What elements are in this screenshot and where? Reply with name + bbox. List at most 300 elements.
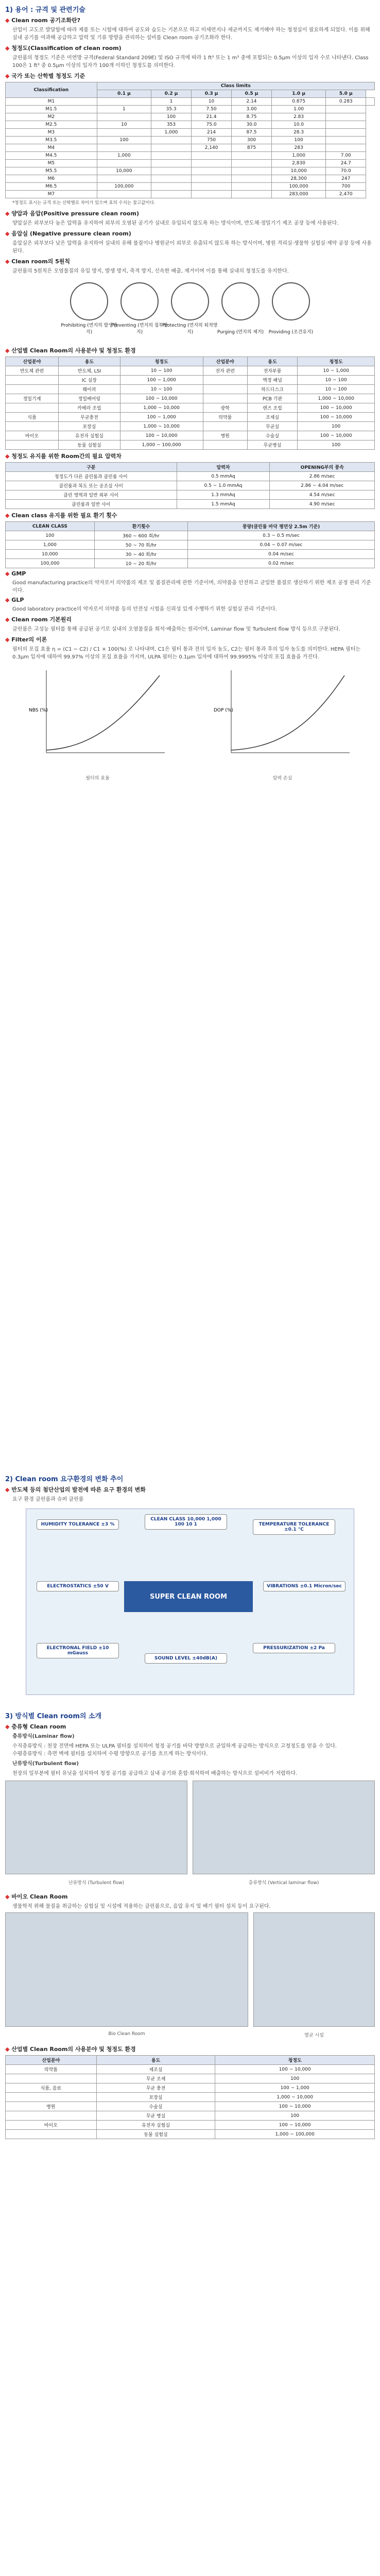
- table-cell: 1,000 ~ 100,000: [120, 440, 203, 450]
- emoji-face-icon: [61, 282, 117, 335]
- table-cell: M2.5: [6, 121, 97, 129]
- table-cell: 0.3 ~ 0.5 m/sec: [188, 531, 375, 540]
- table-row: [6, 2130, 375, 2139]
- table-row: [6, 2074, 375, 2083]
- table-cell: 렌즈 조립: [247, 403, 297, 413]
- s2-sub: ◆ 반도체 등의 첨단산업의 발전에 따른 요구 환경의 변화: [5, 1485, 375, 1494]
- lam-label: ◆ 층류형 Clean room: [5, 1722, 375, 1731]
- table-cell: [97, 191, 151, 198]
- th-cell: 산업분야: [203, 357, 247, 366]
- table-cell: 100,000: [6, 559, 95, 568]
- table-cell: [203, 376, 247, 385]
- photo-row-2: [5, 1912, 375, 2043]
- super-clean-diagram: [26, 1509, 354, 1695]
- table-cell: M5.5: [6, 167, 97, 175]
- bio-caption-2: 멸균 시설: [304, 2033, 324, 2038]
- table-cell: [151, 144, 192, 152]
- th-size: 0.1 μ: [97, 90, 151, 98]
- table-cell: 유전자 실험실: [59, 431, 120, 440]
- th-cell: 풍량(클린룸 바닥 평면상 2.5m 기준): [188, 522, 375, 531]
- table-row: [6, 2111, 375, 2121]
- cr-text: 산업이 고도로 발달함에 따라 제품 또는 시험에 대하여 공도와 습도는 기본으로 하고 미세먼지나 세균까지도 제거해야 하는 청정실이 필요하게 되었다. 이를 위해 실내 공기를 여과해 공급하고 압력 및 기류 방향을 관리하는 설비를 Clean room 공기조화라 한다.: [12, 27, 370, 41]
- emoji-label: Protecting (먼지의 퇴적방지): [162, 323, 218, 335]
- table-row: [6, 2093, 375, 2102]
- table-row: [6, 403, 375, 413]
- table-cell: [6, 376, 59, 385]
- table-cell: 28,300: [271, 175, 325, 183]
- table-cell: 무균병실: [247, 440, 297, 450]
- table-cell: 283,000: [271, 191, 325, 198]
- table-cell: 10 ~ 100: [298, 385, 375, 394]
- graph-1-curve: [46, 675, 160, 750]
- table-cell: 전자 관련: [203, 366, 247, 376]
- emoji-face-icon: [217, 282, 264, 335]
- table-cell: 바이오: [6, 431, 59, 440]
- table-cell: 30.0: [232, 121, 272, 129]
- table-cell: 무균 조제: [96, 2074, 215, 2083]
- table-row: [6, 490, 375, 500]
- table-cell: 100: [298, 440, 375, 450]
- diagram-box: ELECTROSTATICS ±50 V: [37, 1581, 119, 1591]
- table-cell: [6, 2093, 97, 2102]
- table-row: [6, 394, 375, 403]
- bio-label: ◆ 바이오 Clean Room: [5, 1892, 375, 1901]
- table-cell: 식품, 음료: [6, 2083, 97, 2093]
- press-table: [5, 462, 375, 509]
- table-cell: 병원: [6, 2102, 97, 2111]
- table-cell: 100: [215, 2111, 375, 2121]
- table-cell: 10 ~ 100: [120, 366, 203, 376]
- table-cell: 283: [271, 144, 325, 152]
- table-cell: 무균 충전: [96, 2083, 215, 2093]
- th-class-limits: Class limits: [97, 82, 374, 90]
- th-cell: 압력차: [177, 463, 270, 472]
- gmp-label: ◆ GMP: [5, 570, 375, 577]
- lam-text: 수직층류방식 : 천장 전면에 HEPA 또는 ULPA 필터를 설치하여 청정 공기를 바닥 방향으로 균일하게 공급하는 방식으로 고청정도를 얻을 수 있다. 수평층류방식 : 측면 벽에 필터를 설치하여 수평 방향으로 공기를 흐르게 하는 방식이다.: [12, 1743, 337, 1757]
- table-cell: 제조실: [96, 2065, 215, 2074]
- table-cell: M2: [6, 113, 97, 121]
- neg-text: 음압실은 외부보다 낮은 압력을 유지하여 실내의 유해 물질이나 병원균이 외부로 유출되지 않도록 하는 방식이며, 병원 격리실·생물학 실험실·제약 공장 등에 사용된다.: [12, 241, 372, 254]
- graph-1-caption: 필터의 효율: [85, 776, 110, 781]
- table-cell: [203, 394, 247, 403]
- table-cell: [232, 152, 272, 160]
- emoji-face-icon: [111, 282, 168, 335]
- photo-turbulent: [5, 1781, 187, 1874]
- th-classification: Classification: [6, 82, 97, 98]
- table-row: [6, 385, 375, 394]
- class-table: [5, 82, 375, 198]
- table-cell: 동물 실험실: [96, 2130, 215, 2139]
- table-row: [6, 137, 375, 144]
- table-row: [6, 422, 375, 431]
- bio-text: 생물학적 위해 물질을 취급하는 실험실 및 시설에 적용하는 클린룸으로, 음압 유지 및 배기 필터 설치 등이 요구된다.: [12, 1904, 271, 1909]
- table-row: [6, 440, 375, 450]
- th-cell: 용도: [247, 357, 297, 366]
- table-cell: 수술실: [247, 431, 297, 440]
- table-cell: [151, 183, 192, 191]
- table-cell: 정밀기계: [6, 394, 59, 403]
- table-cell: M3.5: [6, 137, 97, 144]
- table-cell: 1: [97, 106, 151, 113]
- table-cell: 0.5 ~ 1.0 mmAq: [177, 481, 270, 490]
- table-cell: 1,000 ~ 10,000: [298, 394, 375, 403]
- table-row: [6, 167, 375, 175]
- table-cell: 1,000 ~ 100,000: [215, 2130, 375, 2139]
- table-cell: 2.86 m/sec: [270, 472, 375, 481]
- table-cell: [97, 129, 151, 137]
- table-cell: 30 ~ 40 회/hr: [94, 550, 187, 559]
- table-cell: M6.5: [6, 183, 97, 191]
- photo-row-1: [5, 1781, 375, 1890]
- table-cell: 반도체, LSI: [59, 366, 120, 376]
- th-size: 5.0 μ: [326, 90, 366, 98]
- table-cell: 1,000: [6, 540, 95, 550]
- change-label: ◆ Clean class 유지를 위한 필요 환기 횟수: [5, 511, 375, 519]
- table-cell: 28.3: [271, 129, 325, 137]
- table-cell: [151, 167, 192, 175]
- table-cell: [6, 2130, 97, 2139]
- table-cell: 웨이퍼: [59, 385, 120, 394]
- table-cell: 214: [192, 129, 232, 137]
- photo-caption-2: 층류방식 (Vertical laminar flow): [248, 1880, 319, 1886]
- table-cell: 10 ~ 100: [120, 385, 203, 394]
- table-cell: 360 ~ 600 회/hr: [94, 531, 187, 540]
- th-size: 0.2 μ: [151, 90, 192, 98]
- table-cell: 동물 실험실: [59, 440, 120, 450]
- table-cell: 유전자 실험실: [96, 2121, 215, 2130]
- photo-laminar: [193, 1781, 375, 1874]
- table-cell: 100: [6, 531, 95, 540]
- table-cell: 청정도가 다른 클린룸과 클린룸 사이: [6, 472, 177, 481]
- table-cell: 8.75: [232, 113, 272, 121]
- th-cell: 산업분야: [6, 357, 59, 366]
- table-cell: 포장실: [59, 422, 120, 431]
- table-cell: 반도체 관련: [6, 366, 59, 376]
- table-cell: 700: [326, 183, 366, 191]
- table-cell: [326, 121, 366, 129]
- table-row: [6, 121, 375, 129]
- table-cell: 7.50: [192, 106, 232, 113]
- table-cell: M5: [6, 160, 97, 167]
- table-cell: [232, 183, 272, 191]
- table-cell: 100 ~ 10,000: [120, 394, 203, 403]
- th-cell: 환기횟수: [94, 522, 187, 531]
- table-cell: 75.0: [192, 121, 232, 129]
- table-cell: 24.7: [326, 160, 366, 167]
- table-cell: [232, 175, 272, 183]
- table-cell: IC 실장: [59, 376, 120, 385]
- glp-text: Good laboratory practice의 약자로서 의약품 등의 안전성 시험을 신뢰성 있게 수행하기 위한 실험실 관리 기준이다.: [12, 606, 277, 612]
- table-cell: [366, 98, 375, 106]
- table-cell: 10 ~ 100: [298, 376, 375, 385]
- table-cell: [151, 191, 192, 198]
- th-cell: 구분: [6, 463, 177, 472]
- press-label: ◆ 청정도 유지를 위한 Room간의 필요 압력차: [5, 452, 375, 460]
- emoji-face-icon: [162, 282, 218, 335]
- table-cell: [203, 422, 247, 431]
- photo-sterilize: [253, 1912, 375, 2027]
- table-cell: 1.3 mmAq: [177, 490, 270, 500]
- th-cell: 청정도: [215, 2056, 375, 2065]
- section-2-title: 2) Clean room 요구환경의 변화 추이: [5, 1476, 124, 1483]
- table-row: [6, 113, 375, 121]
- table-cell: 식품: [6, 413, 59, 422]
- table-cell: PCB 기판: [247, 394, 297, 403]
- table-row: [6, 129, 375, 137]
- func-text: 클린룸의 5원칙은 오염물질의 유입 방지, 발생 방지, 축적 방지, 신속한 배출, 제거이며 이를 통해 실내의 청정도를 유지한다.: [12, 268, 289, 274]
- diagram-box: TEMPERATURE TOLERANCE ±0.1 °C: [253, 1519, 335, 1535]
- emoji-face-icon: [268, 282, 314, 335]
- table-cell: [326, 106, 366, 113]
- table-cell: 0.04 m/sec: [188, 550, 375, 559]
- table-cell: 10,000: [6, 550, 95, 559]
- table-row: [6, 2083, 375, 2093]
- table-cell: [97, 98, 151, 106]
- th-size: 0.5 μ: [232, 90, 272, 98]
- table-cell: 1,000 ~ 10,000: [215, 2093, 375, 2102]
- table-cell: [6, 422, 59, 431]
- section-1: [5, 4, 375, 786]
- table-cell: 4.90 m/sec: [270, 500, 375, 509]
- table-row: [6, 98, 375, 106]
- graph-1-ylabel: NBS (%): [28, 708, 48, 713]
- table-row: [6, 191, 375, 198]
- table-cell: [326, 113, 366, 121]
- table-cell: 50 ~ 70 회/hr: [94, 540, 187, 550]
- table-cell: [192, 183, 232, 191]
- table-cell: [326, 129, 366, 137]
- lam-sub: 층류방식(Laminar flow): [12, 1734, 75, 1739]
- table-cell: [151, 175, 192, 183]
- graph-2-ylabel: DOP (%): [213, 708, 233, 713]
- table-cell: [6, 385, 59, 394]
- theory-text: 클린룸은 고성능 필터를 통해 공급된 공기로 실내의 오염물질을 희석·배출하는 원리이며, Laminar flow 및 Turbulent flow 방식 등으로 구분된다.: [12, 626, 340, 632]
- emoji-label: Preventing (먼지의 침투방지): [111, 323, 168, 335]
- table-cell: 0.875: [271, 98, 325, 106]
- table-cell: [203, 385, 247, 394]
- change-table: [5, 521, 375, 568]
- emoji-row: [5, 277, 375, 344]
- table-cell: 100 ~ 1,000: [120, 413, 203, 422]
- th-cell: 용도: [59, 357, 120, 366]
- table-cell: 100 ~ 10,000: [298, 431, 375, 440]
- th-cell: 산업분야: [6, 2056, 97, 2065]
- table-cell: 10: [192, 98, 232, 106]
- classif-text: 클린룸의 청정도 기준은 미연방 규격(Federal Standard 209E) 및 ISO 규격에 따라 1 ft³ 또는 1 m³ 중에 포함되는 0.5μm 이상의 입자 수로 나타낸다. Class 100은 1 ft³ 중 0.5μm 이상의 입자가 100개 이하인 청정도를 의미한다.: [12, 55, 369, 69]
- table-cell: [97, 113, 151, 121]
- table-row: [6, 160, 375, 167]
- table-cell: 100 ~ 10,000: [215, 2065, 375, 2074]
- table-cell: 750: [192, 137, 232, 144]
- table-cell: 1,000: [271, 152, 325, 160]
- table-cell: 의약품: [203, 413, 247, 422]
- table-cell: 0.04 ~ 0.07 m/sec: [188, 540, 375, 550]
- th-size: 1.0 μ: [271, 90, 325, 98]
- table-row: [6, 500, 375, 509]
- graph-2: [211, 665, 355, 786]
- table-cell: 87.5: [232, 129, 272, 137]
- table-cell: 무균충전: [59, 413, 120, 422]
- table-cell: 21.4: [192, 113, 232, 121]
- graph-1: [26, 665, 170, 786]
- table-cell: 2.83: [271, 113, 325, 121]
- table-cell: M4: [6, 144, 97, 152]
- table-cell: 100 ~ 1,000: [215, 2083, 375, 2093]
- graph-2-curve: [231, 675, 344, 750]
- table-cell: 포장실: [96, 2093, 215, 2102]
- table-row: [6, 144, 375, 152]
- table-cell: 100 ~ 1,000: [120, 376, 203, 385]
- table-row: [6, 2121, 375, 2130]
- table-cell: 1.5 mmAq: [177, 500, 270, 509]
- table-cell: [6, 440, 59, 450]
- section-3-title: 3) 방식별 Clean room의 소개: [5, 1713, 102, 1720]
- pos-text: 양압실은 외부보다 높은 압력을 유지하여 외부의 오염된 공기가 실내로 유입되지 않도록 하는 방식이며, 반도체·정밀기기 제조 공장 등에 사용된다.: [12, 221, 339, 226]
- table-row: [6, 550, 375, 559]
- table-cell: [326, 144, 366, 152]
- table-cell: 247: [326, 175, 366, 183]
- table-cell: 3.00: [232, 106, 272, 113]
- table-cell: [192, 175, 232, 183]
- table-row: [6, 472, 375, 481]
- table-row: [6, 106, 375, 113]
- table-cell: 7.00: [326, 152, 366, 160]
- th-cell: 청정도: [120, 357, 203, 366]
- diagram-box: VIBRATIONS ±0.1 Micron/sec: [263, 1581, 346, 1591]
- emoji-label: Purging (먼지의 제거): [217, 330, 264, 335]
- table-row: [6, 366, 375, 376]
- diagram-box: CLEAN CLASS 10,000 1,000 100 10 1: [145, 1514, 227, 1530]
- table-cell: [192, 152, 232, 160]
- bio-caption-1: Bio Clean Room: [108, 2031, 145, 2037]
- table-cell: 100: [298, 422, 375, 431]
- theory-label: ◆ Clean room 기본원리: [5, 615, 375, 623]
- table-cell: 1,000 ~ 10,000: [120, 403, 203, 413]
- graphs: [5, 665, 375, 786]
- table-cell: [6, 403, 59, 413]
- section-1-title: 1) 용어 : 규격 및 관련기술: [5, 6, 85, 14]
- table-cell: [192, 167, 232, 175]
- table-cell: 정밀베어링: [59, 394, 120, 403]
- table-row: [6, 183, 375, 191]
- table-row: [6, 431, 375, 440]
- table-cell: [232, 160, 272, 167]
- table-row: [6, 559, 375, 568]
- table-cell: [151, 160, 192, 167]
- table-cell: 100: [151, 113, 192, 121]
- table-row: [6, 481, 375, 490]
- table-cell: 무균실: [247, 422, 297, 431]
- graph-2-svg: [211, 665, 355, 768]
- table-cell: 10 ~ 1,000: [298, 366, 375, 376]
- table-cell: 수술실: [96, 2102, 215, 2111]
- table-cell: [232, 191, 272, 198]
- table-row: [6, 152, 375, 160]
- table-cell: M4.5: [6, 152, 97, 160]
- usage2-table: [5, 2055, 375, 2139]
- table-row: [6, 413, 375, 422]
- usage2-label: ◆ 산업별 Clean Room의 사용분야 및 청정도 환경: [5, 2045, 375, 2053]
- table-cell: 35.3: [151, 106, 192, 113]
- func-label: ◆ Clean room의 5원칙: [5, 257, 375, 265]
- table-cell: 10,000: [271, 167, 325, 175]
- photo-bio: [5, 1912, 248, 2027]
- table-row: [6, 531, 375, 540]
- table-cell: 2.86 ~ 4.04 m/sec: [270, 481, 375, 490]
- table-cell: [151, 152, 192, 160]
- table-cell: 클린룸과 복도 또는 공조실 사이: [6, 481, 177, 490]
- classif-label: ◆ 청정도(Classification of clean room): [5, 44, 375, 52]
- table-cell: 클린룸과 일반 사이: [6, 500, 177, 509]
- table-cell: [97, 144, 151, 152]
- table-cell: 카메라 조립: [59, 403, 120, 413]
- table-cell: 1: [151, 98, 192, 106]
- graph-1-svg: [26, 665, 170, 768]
- table-label: ◆ 국가 또는 산학별 청정도 기준: [5, 72, 375, 80]
- filter-text: 필터의 포집 효율 η = (C1 − C2) / C1 × 100(%) 로 나타내며, C1은 필터 통과 전의 입자 농도, C2는 필터 통과 후의 입자 농도를 의미한다. HEPA 필터는 0.3μm 입자에 대하여 99.97% 이상의 포집 효율을 가지며, ULPA 필터는 0.1μm 입자에 대하여 99.9995% 이상의 포집 효율을 가진다.: [12, 647, 361, 660]
- table-cell: 1,000 ~ 10,000: [120, 422, 203, 431]
- table-cell: 2,470: [326, 191, 366, 198]
- table-cell: 하드디스크: [247, 385, 297, 394]
- table-cell: 100 ~ 10,000: [120, 431, 203, 440]
- table-cell: 100: [97, 137, 151, 144]
- cr-label: ◆ Clean room 공기조화란?: [5, 16, 375, 24]
- gmp-text: Good manufacturing practice의 약자로서 의약품의 제조 및 품질관리에 관한 기준이며, 의약품을 안전하고 균일한 품질로 생산하기 위한 제조 공정 관리 기준이다.: [12, 580, 371, 594]
- table-cell: 전자부품: [247, 366, 297, 376]
- photo-caption-1: 난류방식 (Turbulent flow): [68, 1880, 125, 1886]
- usage-label: ◆ 산업별 Clean Room의 사용분야 및 청정도 환경: [5, 346, 375, 354]
- table-cell: [151, 137, 192, 144]
- table-cell: 100,000: [271, 183, 325, 191]
- table-cell: 광학: [203, 403, 247, 413]
- table-cell: M6: [6, 175, 97, 183]
- table-cell: 조제실: [247, 413, 297, 422]
- th-cell: 청정도: [298, 357, 375, 366]
- section-3: [5, 1710, 375, 2139]
- table-cell: 1,000: [97, 152, 151, 160]
- table-cell: 0.5 mmAq: [177, 472, 270, 481]
- section-2: [5, 1473, 375, 1700]
- table-cell: 100: [271, 137, 325, 144]
- table-cell: 1,000: [151, 129, 192, 137]
- emoji-label: Providing (조건유지): [268, 330, 314, 335]
- emoji-label: Prohibiting (먼지의 발생방지): [61, 323, 117, 335]
- table-cell: 의약품: [6, 2065, 97, 2074]
- table-row: [6, 2102, 375, 2111]
- diagram-box: SOUND LEVEL ±40dB(A): [145, 1653, 227, 1664]
- table-cell: M1: [6, 98, 97, 106]
- table-cell: 100 ~ 10,000: [215, 2102, 375, 2111]
- table-row: [6, 2065, 375, 2074]
- table-cell: 1.00: [271, 106, 325, 113]
- table-cell: 875: [232, 144, 272, 152]
- diagram-box: HUMIDITY TOLERANCE ±3 %: [37, 1519, 119, 1530]
- table-cell: [6, 2111, 97, 2121]
- table-cell: [97, 160, 151, 167]
- table-cell: [192, 191, 232, 198]
- glp-label: ◆ GLP: [5, 597, 375, 603]
- th-cell: OPENING부의 풍속: [270, 463, 375, 472]
- table-cell: 바이오: [6, 2121, 97, 2130]
- table-cell: 2,830: [271, 160, 325, 167]
- table-cell: 0.283: [326, 98, 366, 106]
- table-cell: 100,000: [97, 183, 151, 191]
- table-cell: 353: [151, 121, 192, 129]
- pos-label: ◆ 양압과 음압(Positive pressure clean room): [5, 209, 375, 217]
- table-cell: 70.0: [326, 167, 366, 175]
- table-cell: 100 ~ 10,000: [298, 403, 375, 413]
- table-cell: 100 ~ 10,000: [215, 2121, 375, 2130]
